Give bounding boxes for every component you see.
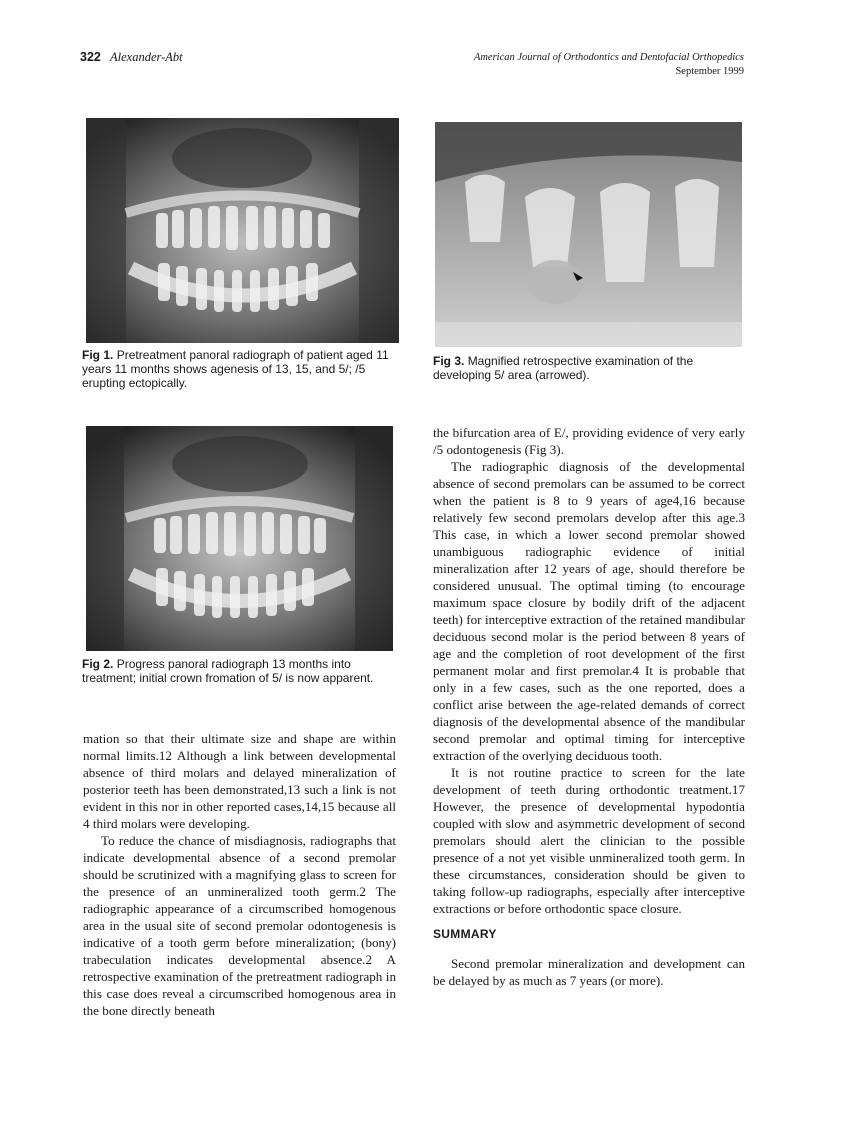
figure-3-radiograph — [435, 122, 742, 347]
figure-1-label: Fig 1. — [82, 348, 114, 362]
summary-paragraph: Second premolar mineralization and development can be delayed by as much as 7 years (or more). — [433, 956, 745, 988]
figure-3-label: Fig 3. — [433, 354, 465, 368]
right-column-text — [433, 424, 745, 989]
paragraph: The radiographic diagnosis of the developmental absence of second premolars can be assumed to be correct when the patient is 8 to 9 years of age4,16 because relatively few second premolars develop after this age.3 This case, in which a lower second premolar showed unambiguous radiographic evidence of initial mineralization after 12 years of age, should therefore be considered unusual. The optimal timing (to encourage maximum space closure by bodily drift of the adjacent teeth) for interceptive extraction of the retained mandibular deciduous second molar is the period between 8 years of age and the completion of root development of the first permanent molar and first premolar.4 It is probable that only in a few cases, such as the one reported, does a conflict arise between the age-related demands of correct diagnosis of the developmental absence of the mandibular second premolar and optimal timing for interceptive extraction of the overlying deciduous tooth. — [433, 459, 745, 763]
running-head-right — [474, 51, 744, 79]
figure-2-radiograph — [86, 426, 393, 651]
paragraph: mation so that their ultimate size and shape are within normal limits.12 Although a link between developmental absence of third molars and delayed mineralization of posterior teeth has been demonstrated,13 such a link is not evident in this nor in other reported cases,14,15 because all 4 third molars were developing. — [83, 731, 396, 831]
journal-title: American Journal of Orthodontics and Dentofacial Orthopedics — [473, 52, 744, 63]
paragraph: To reduce the chance of misdiagnosis, radiographs that indicate developmental absence of a second premolar should be scrutinized with a magnifying glass to screen for the presence of an unmineralized tooth germ.2 The radiographic appearance of a circumscribed homogenous area in the usual site of second premolar odontogenesis is indicative of a tooth germ before mineralization; (bony) trabeculation indicates developmental absence.2 A retrospective examination of the pretreatment radiograph in this case does reveal a circumscribed homogenous area in the bone directly beneath — [83, 833, 396, 1018]
figure-1-radiograph — [86, 118, 399, 343]
figure-3-caption — [433, 354, 748, 382]
issue-date: September 1999 — [675, 66, 744, 77]
running-head-left — [80, 50, 183, 65]
figure-2-caption — [82, 657, 402, 685]
figure-2-caption-text: Progress panoral radiograph 13 months into treatment; initial crown fromation of 5/ is now apparent. — [82, 657, 374, 685]
summary-heading: SUMMARY — [433, 927, 497, 941]
left-column-text — [83, 730, 396, 1019]
figure-1-caption — [82, 348, 402, 390]
paragraph: the bifurcation area of E/, providing evidence of very early /5 odontogenesis (Fig 3). — [433, 425, 745, 457]
figure-1-caption-text: Pretreatment panoral radiograph of patient aged 11 years 11 months shows agenesis of 13, 15, and 5/; /5 erupting ectopically. — [82, 348, 389, 390]
paragraph: It is not routine practice to screen for the late development of teeth during orthodontic treatment.17 However, the presence of developmental hypodontia coupled with slow and asymmetric development of second premolars should alert the clinician to the possible presence of a not yet visible unmineralized tooth germ. In these circumstances, consideration should be given to taking follow-up radiographs, especially after interceptive extractions or before orthodontic space closure. — [433, 765, 745, 916]
figure-2-label: Fig 2. — [82, 657, 114, 671]
page-number: 322 — [80, 50, 101, 64]
figure-3-caption-text: Magnified retrospective examination of the developing 5/ area (arrowed). — [433, 354, 694, 382]
running-head-author: Alexander-Abt — [109, 50, 183, 64]
